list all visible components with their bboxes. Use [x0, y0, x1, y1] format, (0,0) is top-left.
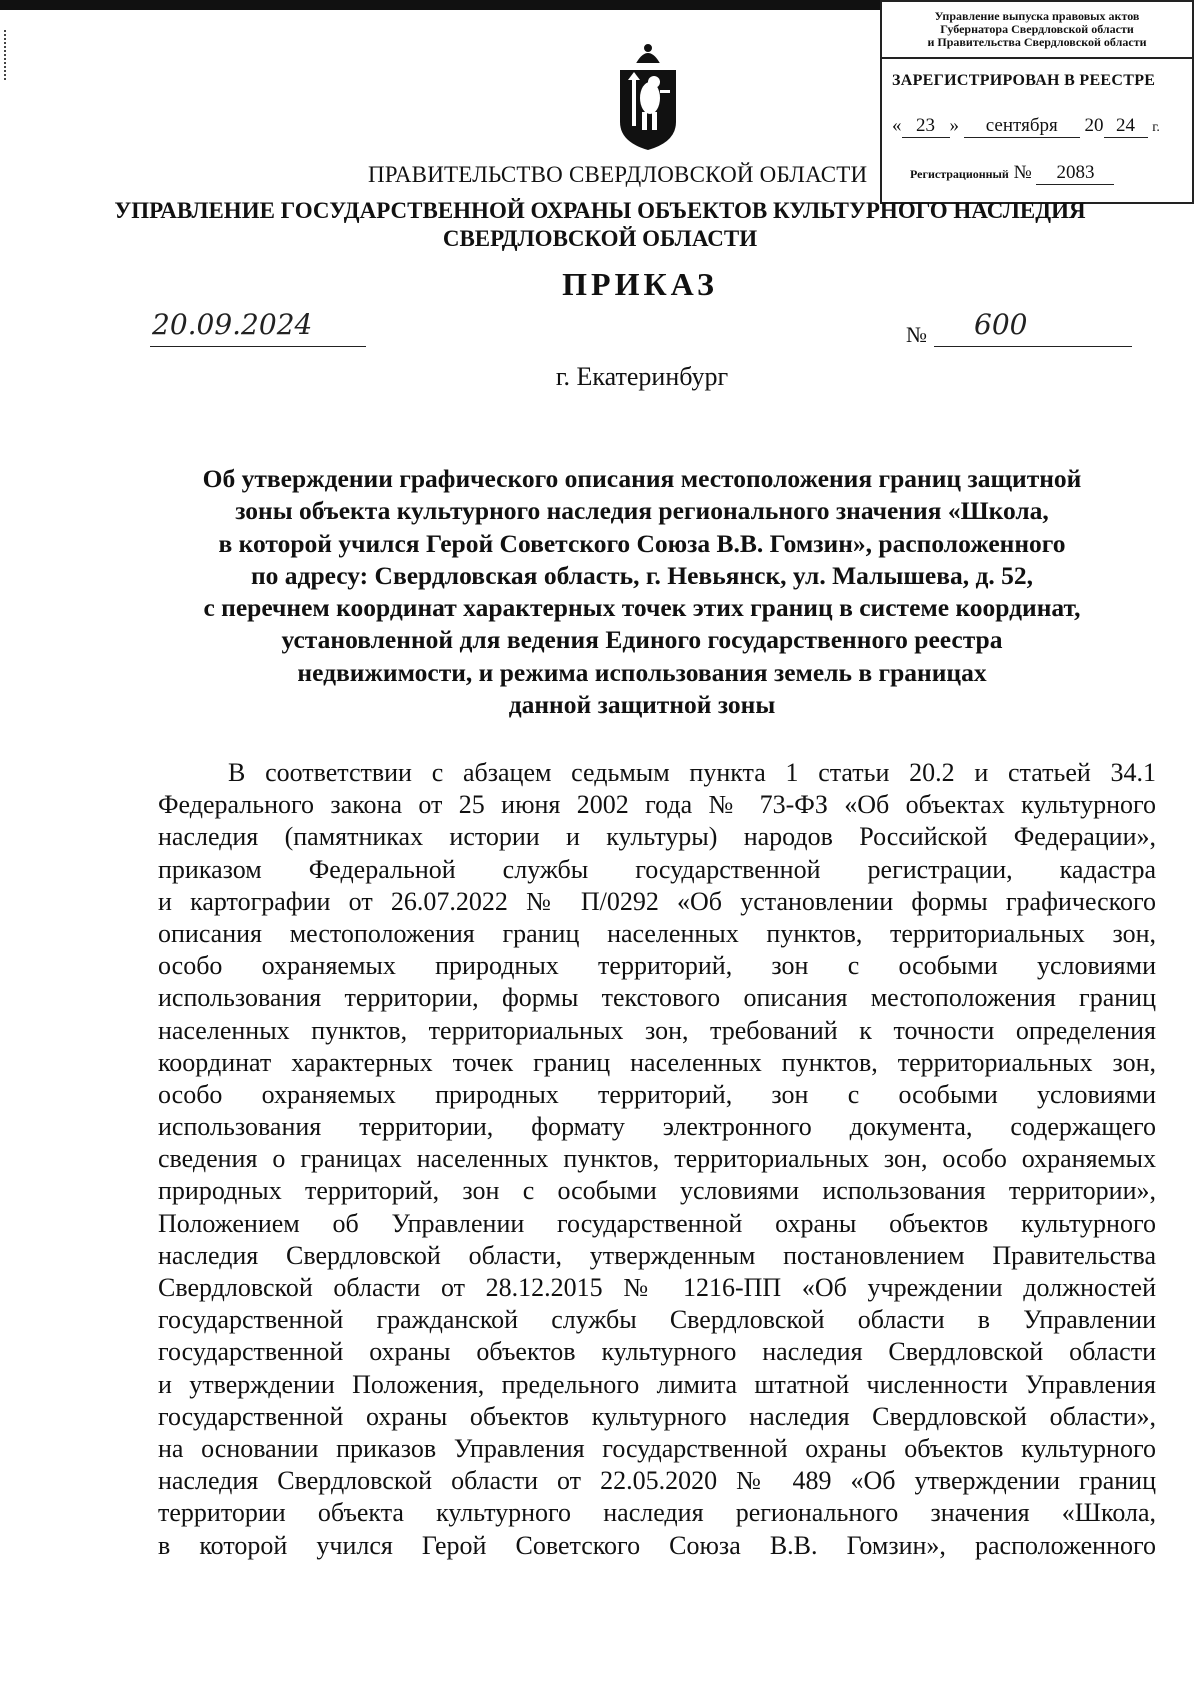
stamp-reg-label: Регистрационный: [910, 167, 1009, 181]
body-line: В соответствии с абзацем седьмым пункта 1 статьи 20.2 и статьей 34.1: [228, 758, 1156, 787]
stamp-num-sign: №: [1013, 162, 1032, 183]
order-date-field: [150, 310, 366, 347]
body-line: наследия Свердловской области от 22.05.2020 № 489 «Об утверждении границ: [158, 1466, 1156, 1496]
body-line: описания местоположения границ населенных пунктов, территориальных зон,: [158, 918, 1156, 948]
body-line: наследия Свердловской области, утвержденным постановлением Правительства: [158, 1240, 1156, 1270]
stamp-divider: [882, 57, 1192, 59]
body-line: наследия (памятниках истории и культуры) народов Российской Федерации»,: [158, 822, 1156, 852]
city: г. Екатеринбург: [555, 362, 729, 391]
stamp-year-suffix: 24: [1104, 115, 1148, 138]
title-line: с перечнем координат характерных точек этих границ в системе координат,: [203, 593, 1081, 623]
body-line: и утверждении Положения, предельного лимита штатной численности Управления: [158, 1369, 1156, 1399]
order-date: 20.09.2024: [152, 308, 313, 341]
body-line: использования территории, формы текстового описания местоположения границ: [158, 983, 1156, 1013]
registration-stamp: [880, 0, 1194, 204]
body-line: государственной охраны объектов культурного наследия Свердловской области»,: [158, 1401, 1156, 1431]
body-line: Свердловской области от 28.12.2015 № 1216-ПП «Об учреждении должностей: [158, 1273, 1156, 1302]
stamp-office-line: Губернатора Свердловской области: [940, 22, 1134, 36]
body-line: государственной гражданской службы Свердловской области в Управлении: [158, 1305, 1156, 1335]
order-num-sign: №: [906, 322, 927, 347]
body-line: природных территорий, зон с особыми условиями использования территории»,: [158, 1176, 1156, 1206]
department-line: УПРАВЛЕНИЕ ГОСУДАРСТВЕННОЙ ОХРАНЫ ОБЪЕКТОВ КУЛЬТУРНОГО НАСЛЕДИЯ: [114, 198, 1086, 223]
body-line: особо охраняемых природных территорий, зон с особыми условиями: [158, 1079, 1156, 1109]
scan-left-marks: [4, 30, 8, 80]
title-line: в которой учился Герой Советского Союза В.В. Гомзин», расположенного: [218, 528, 1066, 558]
department-name: [0, 197, 1200, 253]
stamp-number: 2083: [1036, 162, 1114, 185]
title-line: недвижимости, и режима использования земель в границах: [297, 657, 987, 687]
stamp-day: 23: [902, 115, 950, 138]
government-name: ПРАВИТЕЛЬСТВО СВЕРДЛОВСКОЙ ОБЛАСТИ: [368, 162, 868, 187]
title-line: данной защитной зоны: [508, 690, 776, 720]
doc-type: ПРИКАЗ: [562, 266, 718, 302]
body-line: населенных пунктов, территориальных зон, требований к точности определения: [158, 1015, 1156, 1045]
body-line: Положением об Управлении государственной охраны объектов культурного: [158, 1208, 1156, 1238]
stamp-reg-number: [910, 162, 1114, 185]
body-line: использования территории, формату электронного документа, содержащего: [158, 1112, 1156, 1142]
body-line: особо охраняемых природных территорий, зон с особыми условиями: [158, 951, 1156, 981]
order-number: 600: [974, 308, 1028, 341]
body-line: приказом Федеральной службы государственной регистрации, кадастра: [158, 854, 1156, 884]
title-line: зоны объекта культурного наследия регионального значения «Школа,: [235, 496, 1049, 526]
title-line: установленной для ведения Единого государственного реестра: [281, 625, 1003, 655]
stamp-month: сентября: [964, 115, 1080, 138]
stamp-office-line: и Правительства Свердловской области: [927, 35, 1147, 49]
stamp-office: [882, 10, 1192, 49]
body-line: координат характерных точек границ населенных пунктов, территориальных зон,: [158, 1047, 1156, 1077]
order-number-field: [934, 310, 1132, 347]
title-line: Об утверждении графического описания местоположения границ защитной: [202, 464, 1082, 493]
stamp-registered: ЗАРЕГИСТРИРОВАН В РЕЕСТРЕ: [892, 72, 1156, 89]
stamp-date: [892, 115, 1160, 138]
coat-of-arms-icon: [612, 40, 684, 152]
order-title: [148, 463, 1136, 721]
department-line: СВЕРДЛОВСКОЙ ОБЛАСТИ: [442, 226, 758, 251]
stamp-office-line: Управление выпуска правовых актов: [934, 9, 1140, 23]
stamp-year-abbr: г.: [1152, 120, 1160, 135]
title-line: по адресу: Свердловская область, г. Невьянск, ул. Малышева, д. 52,: [250, 560, 1034, 590]
body-text: [158, 757, 1156, 1562]
body-line: на основании приказов Управления государственной охраны объектов культурного: [158, 1433, 1156, 1463]
body-line: территории объекта культурного наследия регионального значения «Школа,: [158, 1498, 1156, 1528]
scan-top-edge: [0, 0, 880, 10]
body-line: Федерального закона от 25 июня 2002 года № 73-ФЗ «Об объектах культурного: [158, 790, 1156, 820]
stamp-close-quote: »: [949, 115, 959, 136]
stamp-year-prefix: 20: [1084, 115, 1104, 136]
stamp-open-quote: «: [892, 115, 902, 136]
body-line: и картографии от 26.07.2022 № П/0292 «Об установлении формы графического: [158, 886, 1156, 916]
body-line: в которой учился Герой Советского Союза В.В. Гомзин», расположенного: [158, 1530, 1156, 1560]
body-line: сведения о границах населенных пунктов, территориальных зон, особо охраняемых: [158, 1144, 1156, 1174]
body-line: государственной охраны объектов культурного наследия Свердловской области: [158, 1337, 1156, 1367]
